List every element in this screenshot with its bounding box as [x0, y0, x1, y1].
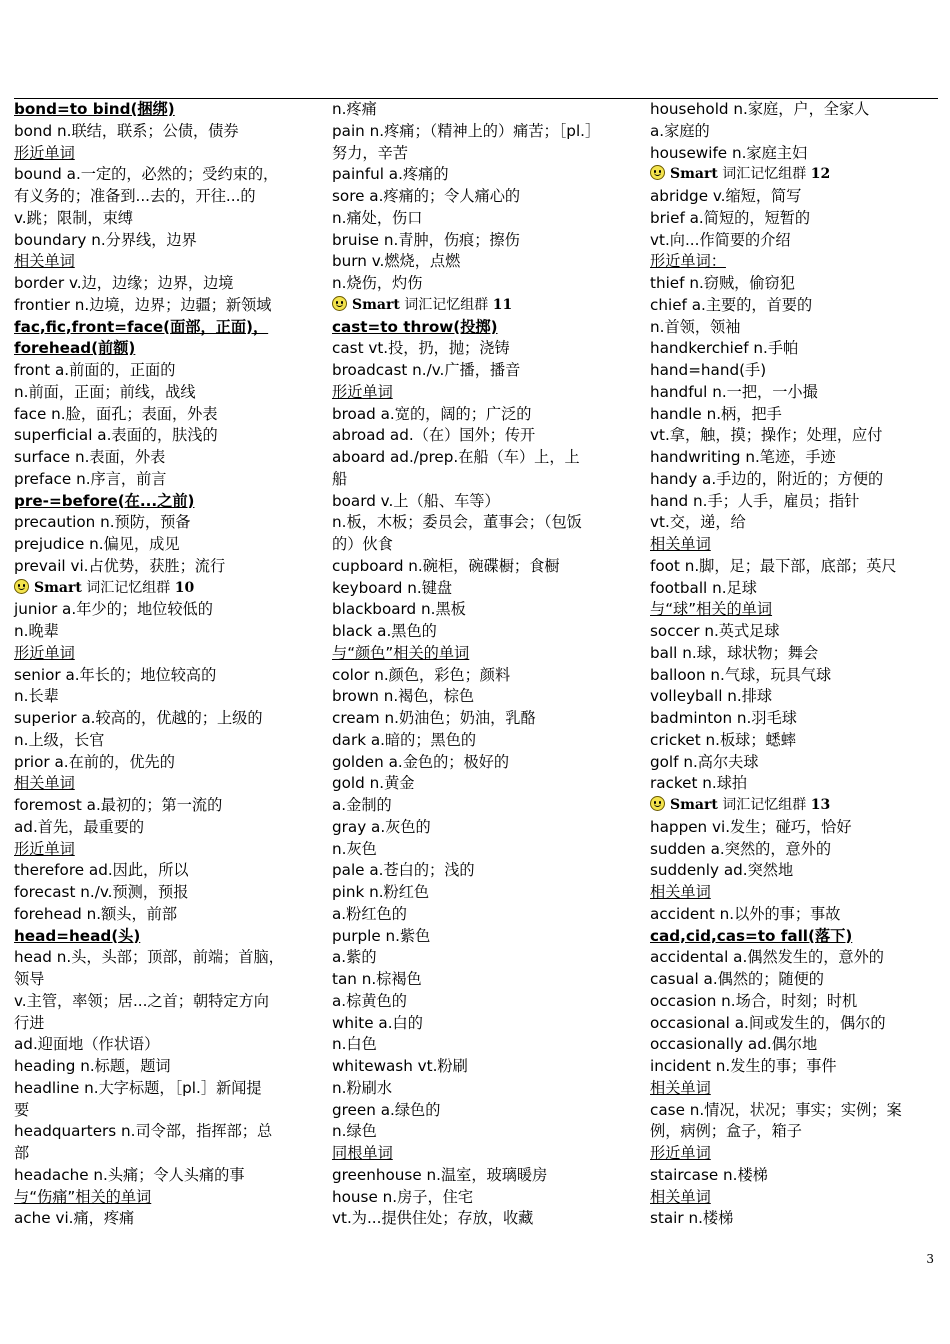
vocab-line: painful a.疼痛的	[332, 165, 449, 184]
vocab-line: 行进	[14, 1013, 45, 1032]
vocab-line: broadcast n./v.广播，播音	[332, 361, 521, 379]
vocab-line: n.前面，正面；前线，战线	[14, 382, 196, 401]
vocab-line: bruise n.青肿，伤痕；擦伤	[332, 230, 520, 249]
vocab-line: case n.情况，状况；事实；实例；案	[650, 1100, 902, 1119]
vocab-line: a.金制的	[332, 796, 392, 814]
vocab-line: n.首领，领袖	[650, 317, 741, 336]
vocab-line: ache vi.痛，疼痛	[14, 1209, 135, 1228]
smart-label: Smart	[670, 166, 718, 183]
smart-label: Smart	[34, 579, 82, 596]
vocab-line: house n.房子，住宅	[332, 1187, 474, 1206]
vocab-line: head n.头，头部；顶部，前端；首脑，	[14, 948, 284, 967]
vocab-line: n.烧伤，灼伤	[332, 274, 423, 292]
vocab-line: purple n.紫色	[332, 926, 431, 945]
vocab-line: junior a.年少的；地位较低的	[14, 600, 213, 619]
vocab-line: n.绿色	[332, 1122, 377, 1141]
category-label: 相关单词	[14, 774, 75, 793]
vocab-line: occasion n.场合，时刻；时机	[650, 991, 858, 1010]
category-label: 相关单词	[650, 883, 711, 901]
category-label: 相关单词	[650, 1078, 711, 1097]
vocab-line: pale a.苍白的；浅的	[332, 861, 475, 880]
smiley-face-icon	[650, 165, 665, 180]
vocab-line: occasionally ad.偶尔地	[650, 1035, 818, 1054]
vocab-line: a.棕黄色的	[332, 991, 407, 1010]
vocab-line: boundary n.分界线，边界	[14, 230, 197, 249]
vocab-line: handkerchief n.手帕	[650, 339, 799, 358]
vocab-line: vt.为...提供住处；存放，收藏	[332, 1209, 534, 1228]
vocab-line: vt.拿，触，摸；操作；处理，应付	[650, 426, 883, 445]
vocab-line: precaution n.预防，预备	[14, 513, 191, 532]
vocab-line: v.跳；限制，束缚	[14, 208, 133, 227]
root-heading: head=head(头)	[14, 926, 141, 945]
vocab-line: 努力，辛苦	[332, 143, 408, 162]
column-2	[332, 99, 632, 1230]
vocab-line: golf n.高尔夫球	[650, 752, 759, 771]
group-label: 词汇记忆组群	[717, 797, 811, 813]
vocab-line: hand n.手；人手，雇员；指针	[650, 491, 860, 510]
vocab-line: 要	[14, 1100, 30, 1119]
root-heading: pre-=before(在...之前)	[14, 491, 195, 510]
smart-group-heading	[650, 795, 935, 817]
vocab-line: face n.脸，面孔；表面，外表	[14, 404, 218, 423]
vocab-line: 领导	[14, 970, 45, 988]
vocab-line: racket n.球拍	[650, 774, 748, 793]
vocab-line: n.痛处，伤口	[332, 208, 423, 227]
smart-group-heading	[14, 578, 314, 600]
smiley-face-icon	[332, 296, 347, 311]
group-number: 10	[174, 579, 195, 596]
vocab-line: volleyball n.排球	[650, 687, 773, 706]
vocab-line: ball n.球，球状物；舞会	[650, 643, 819, 662]
vocab-line: brief a.简短的，短暂的	[650, 208, 811, 227]
vocab-line: household n.家庭，户，全家人	[650, 100, 870, 118]
category-label: 同根单词	[332, 1144, 393, 1162]
vocab-line: soccer n.英式足球	[650, 622, 780, 640]
smiley-face-icon	[650, 796, 665, 811]
vocab-line: burn v.燃烧，点燃	[332, 252, 461, 271]
vocab-line: preface n.序言，前言	[14, 469, 167, 488]
vocab-line: n.疼痛	[332, 100, 377, 118]
root-heading: cast=to throw(投掷)	[332, 317, 498, 336]
vocab-line: heading n.标题，题词	[14, 1057, 171, 1075]
vocab-line: cupboard n.碗柜，碗碟橱；食橱	[332, 556, 560, 575]
vocab-line: vt.向...作简要的介绍	[650, 230, 791, 249]
vocab-line: headline n.大字标题，［pl.］新闻提	[14, 1078, 262, 1097]
vocab-line: handy a.手边的，附近的；方便的	[650, 469, 884, 488]
vocab-line: prior a.在前的，优先的	[14, 752, 175, 771]
category-label: 形近单词	[650, 1144, 711, 1162]
vocab-line: occasional a.间或发生的，偶尔的	[650, 1013, 886, 1032]
vocab-line: abridge v.缩短，简写	[650, 187, 802, 205]
vocab-line: a.粉红色的	[332, 904, 407, 923]
vocab-line: n.板，木板；委员会，董事会；（包饭	[332, 513, 582, 532]
category-label: 形近单词：	[650, 252, 726, 271]
vocab-line: foremost a.最初的；第一流的	[14, 796, 223, 814]
category-label: 与“伤痛”相关的单词	[14, 1187, 152, 1206]
vocab-line: cricket n.板球；蟋蟀	[650, 730, 796, 749]
vocab-line: tan n.棕褐色	[332, 970, 422, 988]
smart-label: Smart	[352, 296, 400, 313]
vocab-line: handle n.柄，把手	[650, 404, 782, 423]
vocab-line: badminton n.羽毛球	[650, 709, 797, 727]
vocab-line: v.主管，率领；居...之首；朝特定方向	[14, 991, 269, 1010]
vocab-line: stair n.楼梯	[650, 1209, 734, 1228]
group-label: 词汇记忆组群	[81, 579, 175, 596]
vocab-line: housewife n.家庭主妇	[650, 143, 808, 162]
vocab-line: n.晚辈	[14, 622, 59, 640]
category-label: 相关单词	[14, 252, 75, 271]
vocab-line: greenhouse n.温室，玻璃暖房	[332, 1165, 548, 1184]
vocab-line: vt.交，递，给	[650, 513, 746, 532]
column-3	[650, 99, 935, 1230]
vocab-line: n.白色	[332, 1035, 377, 1054]
vocab-line: suddenly ad.突然地	[650, 861, 794, 880]
vocab-line: superior a.较高的，优越的；上级的	[14, 709, 263, 727]
vocab-line: 例，病例；盒子，箱子	[650, 1122, 802, 1141]
vocab-line: handful n.一把，一小撮	[650, 382, 818, 401]
vocab-line: forecast n./v.预测，预报	[14, 883, 189, 901]
vocab-line: green a.绿色的	[332, 1100, 441, 1119]
column-1	[14, 99, 314, 1230]
vocab-line: hand=hand(手)	[650, 361, 767, 379]
vocab-line: accidental a.偶然发生的，意外的	[650, 948, 884, 967]
group-label: 词汇记忆组群	[717, 166, 811, 183]
vocab-line: chief a.主要的，首要的	[650, 295, 813, 314]
vocab-line: sore a.疼痛的；令人痛心的	[332, 187, 521, 205]
category-label: 相关单词	[650, 1187, 711, 1206]
vocab-line: senior a.年长的；地位较高的	[14, 665, 217, 684]
vocab-line: thief n.窃贼，偷窃犯	[650, 274, 795, 292]
root-heading: cad,cid,cas=to fall(落下)	[650, 926, 853, 945]
vocab-line: front a.前面的，正面的	[14, 361, 176, 379]
page-number: 3	[926, 1252, 934, 1266]
group-number: 13	[810, 797, 831, 813]
smart-label: Smart	[670, 797, 718, 813]
vocab-line: staircase n.楼梯	[650, 1165, 768, 1184]
vocab-line: dark a.暗的；黑色的	[332, 730, 477, 749]
group-number: 12	[810, 166, 831, 183]
vocab-line: color n.颜色，彩色；颜料	[332, 665, 511, 684]
vocab-line: casual a.偶然的；随便的	[650, 970, 824, 988]
smiley-face-icon	[14, 579, 29, 594]
vocab-line: 有义务的；准备到...去的，开往...的	[14, 187, 256, 205]
vocab-line: pink n.粉红色	[332, 883, 430, 901]
vocab-line: black a.黑色的	[332, 622, 437, 640]
vocab-line: cream n.奶油色；奶油，乳酪	[332, 709, 536, 727]
vocab-line: surface n.表面，外表	[14, 448, 166, 466]
vocab-line: pain n.疼痛；（精神上的）痛苦；［pl.］	[332, 121, 601, 140]
vocab-line: abroad ad.（在）国外；传开	[332, 426, 536, 445]
vocab-line: forehead n.额头，前部	[14, 904, 178, 923]
vocab-line: 船	[332, 469, 348, 488]
vocab-line: n.上级，长官	[14, 730, 105, 749]
vocab-line: a.家庭的	[650, 121, 710, 140]
category-label: 形近单词	[332, 382, 393, 401]
vocab-line: frontier n.边境，边界；边疆；新领域	[14, 295, 272, 314]
category-label: 与“球”相关的单词	[650, 600, 773, 619]
category-label: 与“颜色”相关的单词	[332, 643, 470, 662]
vocab-line: broad a.宽的，阔的；广泛的	[332, 404, 532, 423]
vocab-line: foot n.脚，足；最下部，底部；英尺	[650, 556, 897, 575]
root-heading: fac,fic,front=face(面部，正面)，	[14, 317, 269, 336]
vocab-line: aboard ad./prep.在船（车）上，上	[332, 448, 580, 466]
vocab-line: keyboard n.键盘	[332, 578, 453, 597]
vocab-line: border v.边，边缘；边界，边境	[14, 274, 234, 292]
vocab-line: a.紫的	[332, 948, 377, 967]
group-label: 词汇记忆组群	[399, 296, 493, 313]
vocab-line: sudden a.突然的，意外的	[650, 839, 832, 858]
vocab-line: therefore ad.因此，所以	[14, 861, 189, 880]
vocab-line: n.长辈	[14, 687, 59, 706]
vocab-line: 部	[14, 1144, 30, 1162]
category-label: 形近单词	[14, 839, 75, 858]
vocab-line: accident n.以外的事；事故	[650, 904, 841, 923]
vocab-line: superficial a.表面的，肤浅的	[14, 426, 218, 445]
category-label: 形近单词	[14, 643, 75, 662]
vocab-line: brown n.褐色，棕色	[332, 687, 475, 706]
vocab-line: ad.首先，最重要的	[14, 817, 145, 836]
vocab-line: bound a.一定的，必然的；受约束的，	[14, 165, 279, 184]
vocab-line: gold n.黄金	[332, 774, 415, 793]
vocab-line: cast vt.投，扔，抛；浇铸	[332, 339, 510, 358]
vocab-line: ad.迎面地（作状语）	[14, 1035, 160, 1054]
vocab-line: handwriting n.笔迹，手迹	[650, 448, 836, 466]
root-heading: bond=to bind(捆绑)	[14, 100, 175, 118]
vocab-line: balloon n.气球，玩具气球	[650, 665, 832, 684]
smart-group-heading	[332, 295, 632, 317]
vocab-line: blackboard n.黑板	[332, 600, 466, 619]
category-label: 形近单词	[14, 143, 75, 162]
vocab-line: headquarters n.司令部，指挥部；总	[14, 1122, 273, 1141]
vocab-line: incident n.发生的事；事件	[650, 1057, 837, 1075]
vocab-line: board v.上（船、车等）	[332, 491, 500, 510]
vocab-line: headache n.头痛；令人头痛的事	[14, 1165, 245, 1184]
smart-group-heading	[650, 164, 935, 186]
vocab-line: golden a.金色的；极好的	[332, 752, 510, 771]
vocab-line: happen vi.发生；碰巧，恰好	[650, 817, 852, 836]
vocab-line: prejudice n.偏见，成见	[14, 535, 180, 553]
vocab-line: white a.白的	[332, 1013, 423, 1032]
vocab-line: bond n.联结，联系；公债，债券	[14, 121, 239, 140]
category-label: 相关单词	[650, 535, 711, 553]
vocab-line: n.灰色	[332, 839, 377, 858]
vocab-line: football n.足球	[650, 578, 757, 597]
group-number: 11	[492, 296, 513, 313]
vocab-line: 的）伙食	[332, 535, 393, 553]
root-heading: forehead(前额)	[14, 339, 136, 358]
vocab-line: n.粉刷水	[332, 1078, 393, 1097]
vocab-line: prevail vi.占优势，获胜；流行	[14, 556, 226, 575]
vocab-line: whitewash vt.粉刷	[332, 1057, 468, 1075]
vocab-line: gray a.灰色的	[332, 817, 431, 836]
